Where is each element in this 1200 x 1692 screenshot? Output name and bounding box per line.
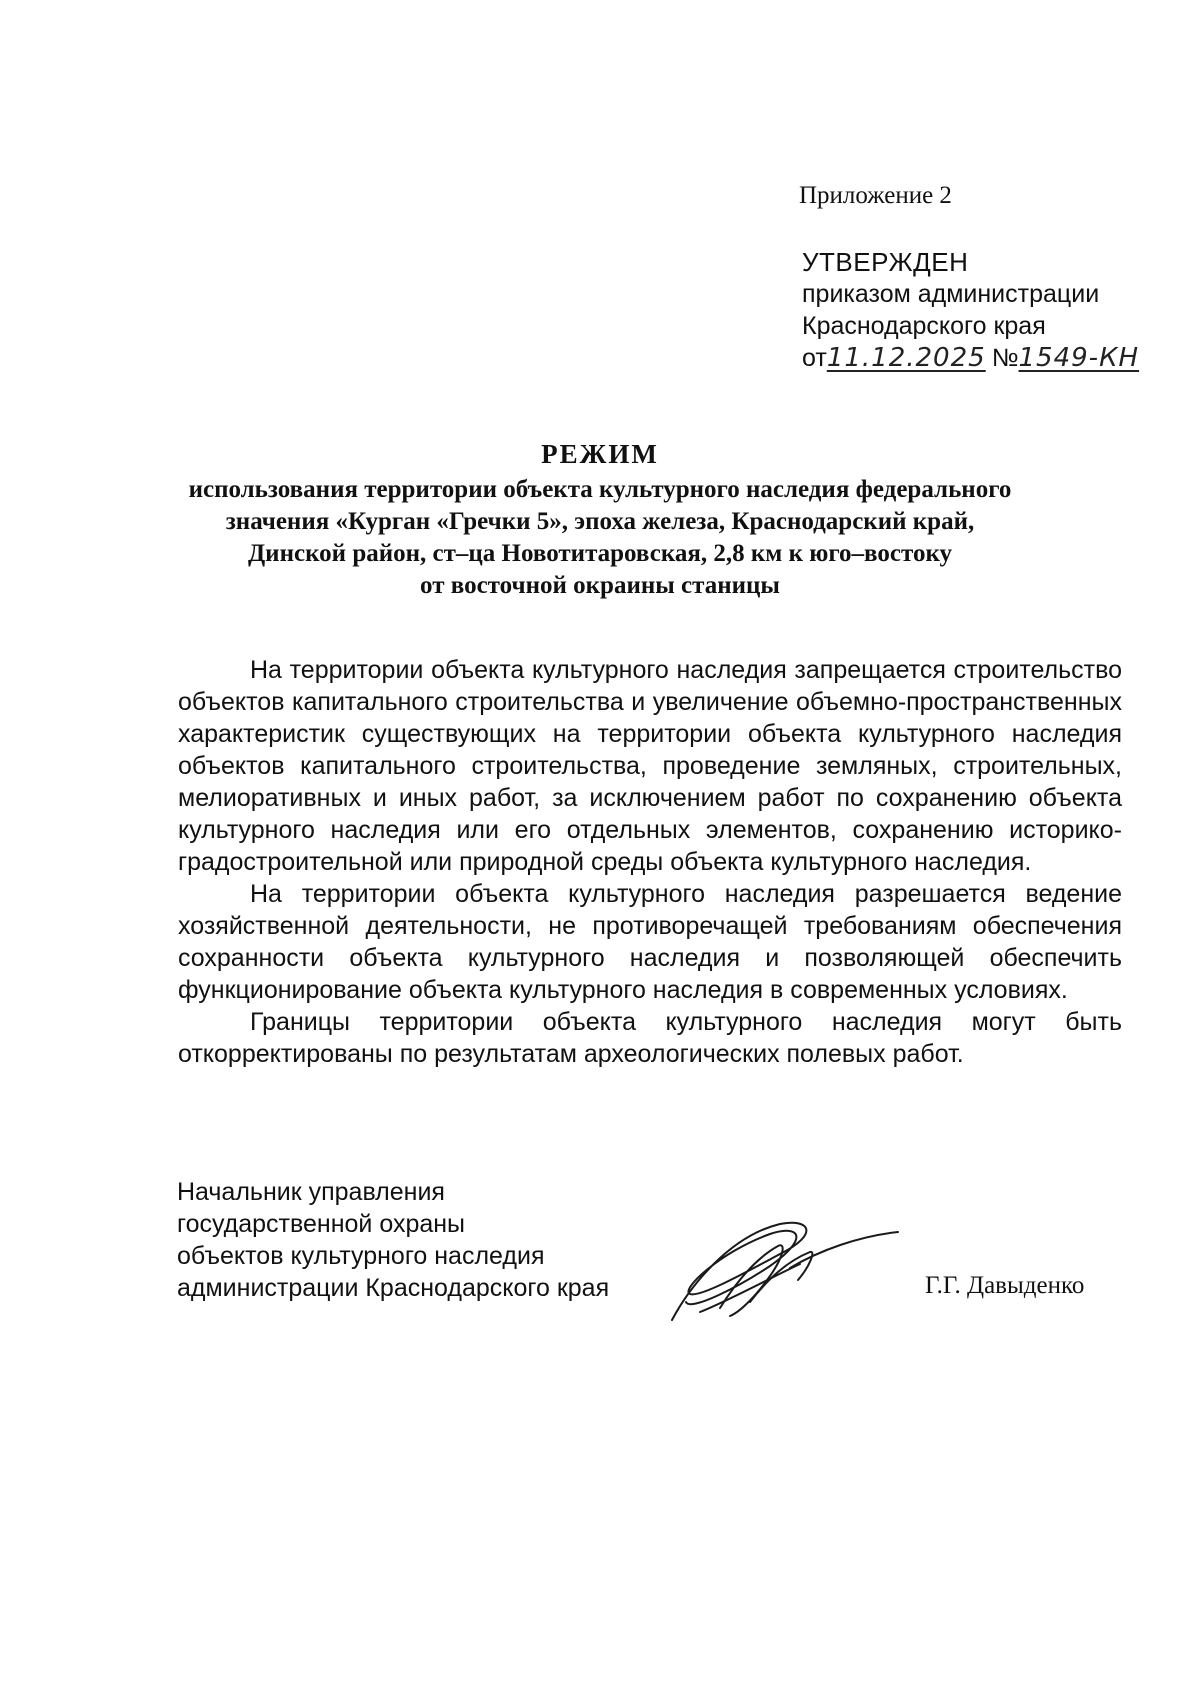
paragraph-prohibition: На территории объекта культурного наследия запрещается строительство объектов капитального строительства и увеличение объемно-пространственных характеристик существующих на территории объекта культурного наследия объектов капитального строительства, проведение земляных, строительных, мелиоративных и иных работ, за исключением работ по сохранению объекта культурного наследия или его отдельных элементов, сохранению историко-градостроительной или природной среды объекта культурного наследия. — [178, 656, 1122, 876]
position-line: государственной охраны — [177, 1210, 466, 1238]
document-title — [150, 436, 1050, 602]
subtitle-line: от восточной окраины станицы — [420, 572, 780, 599]
approved-heading: УТВЕРЖДЕН — [802, 247, 969, 277]
position-line: администрации Краснодарского края — [177, 1274, 610, 1302]
signatory-position — [177, 1176, 609, 1304]
date-prefix: от — [802, 344, 827, 372]
handwritten-signature-icon — [660, 1216, 900, 1326]
title-main: РЕЖИМ — [541, 439, 659, 469]
approval-block — [802, 246, 1139, 374]
paragraph-permission: На территории объекта культурного наследия разрешается ведение хозяйственной деятельности, не противоречащей требованиям обеспечения сохранности объекта культурного наследия и позволяющей обеспечить функционирование объекта культурного наследия в современных условиях. — [178, 880, 1122, 1004]
title-subtitle — [150, 474, 1050, 602]
number-prefix: № — [991, 344, 1019, 372]
subtitle-line: значения «Курган «Гречки 5», эпоха железа, Краснодарский край, — [225, 508, 975, 535]
approved-by-line-2: Краснодарского края — [802, 312, 1046, 340]
order-number-handwritten: 1549-КН — [1018, 343, 1140, 373]
body-text — [178, 654, 1122, 1070]
order-date-number-line — [802, 342, 1139, 374]
subtitle-line: использования территории объекта культурного наследия федерального — [188, 476, 1012, 503]
subtitle-line: Динской район, ст–ца Новотитаровская, 2,8 км к юго–востоку — [247, 540, 952, 567]
attachment-label: Приложение 2 — [799, 182, 952, 209]
position-line: объектов культурного наследия — [177, 1242, 545, 1270]
order-date-handwritten: 11.12.2025 — [826, 343, 986, 373]
signatory-name: Г.Г. Давыденко — [925, 1272, 1085, 1299]
paragraph-boundaries: Границы территории объекта культурного наследия могут быть откорректированы по результатам археологических полевых работ. — [178, 1008, 1122, 1068]
position-line: Начальник управления — [177, 1178, 445, 1206]
approved-by-line-1: приказом администрации — [802, 280, 1100, 308]
